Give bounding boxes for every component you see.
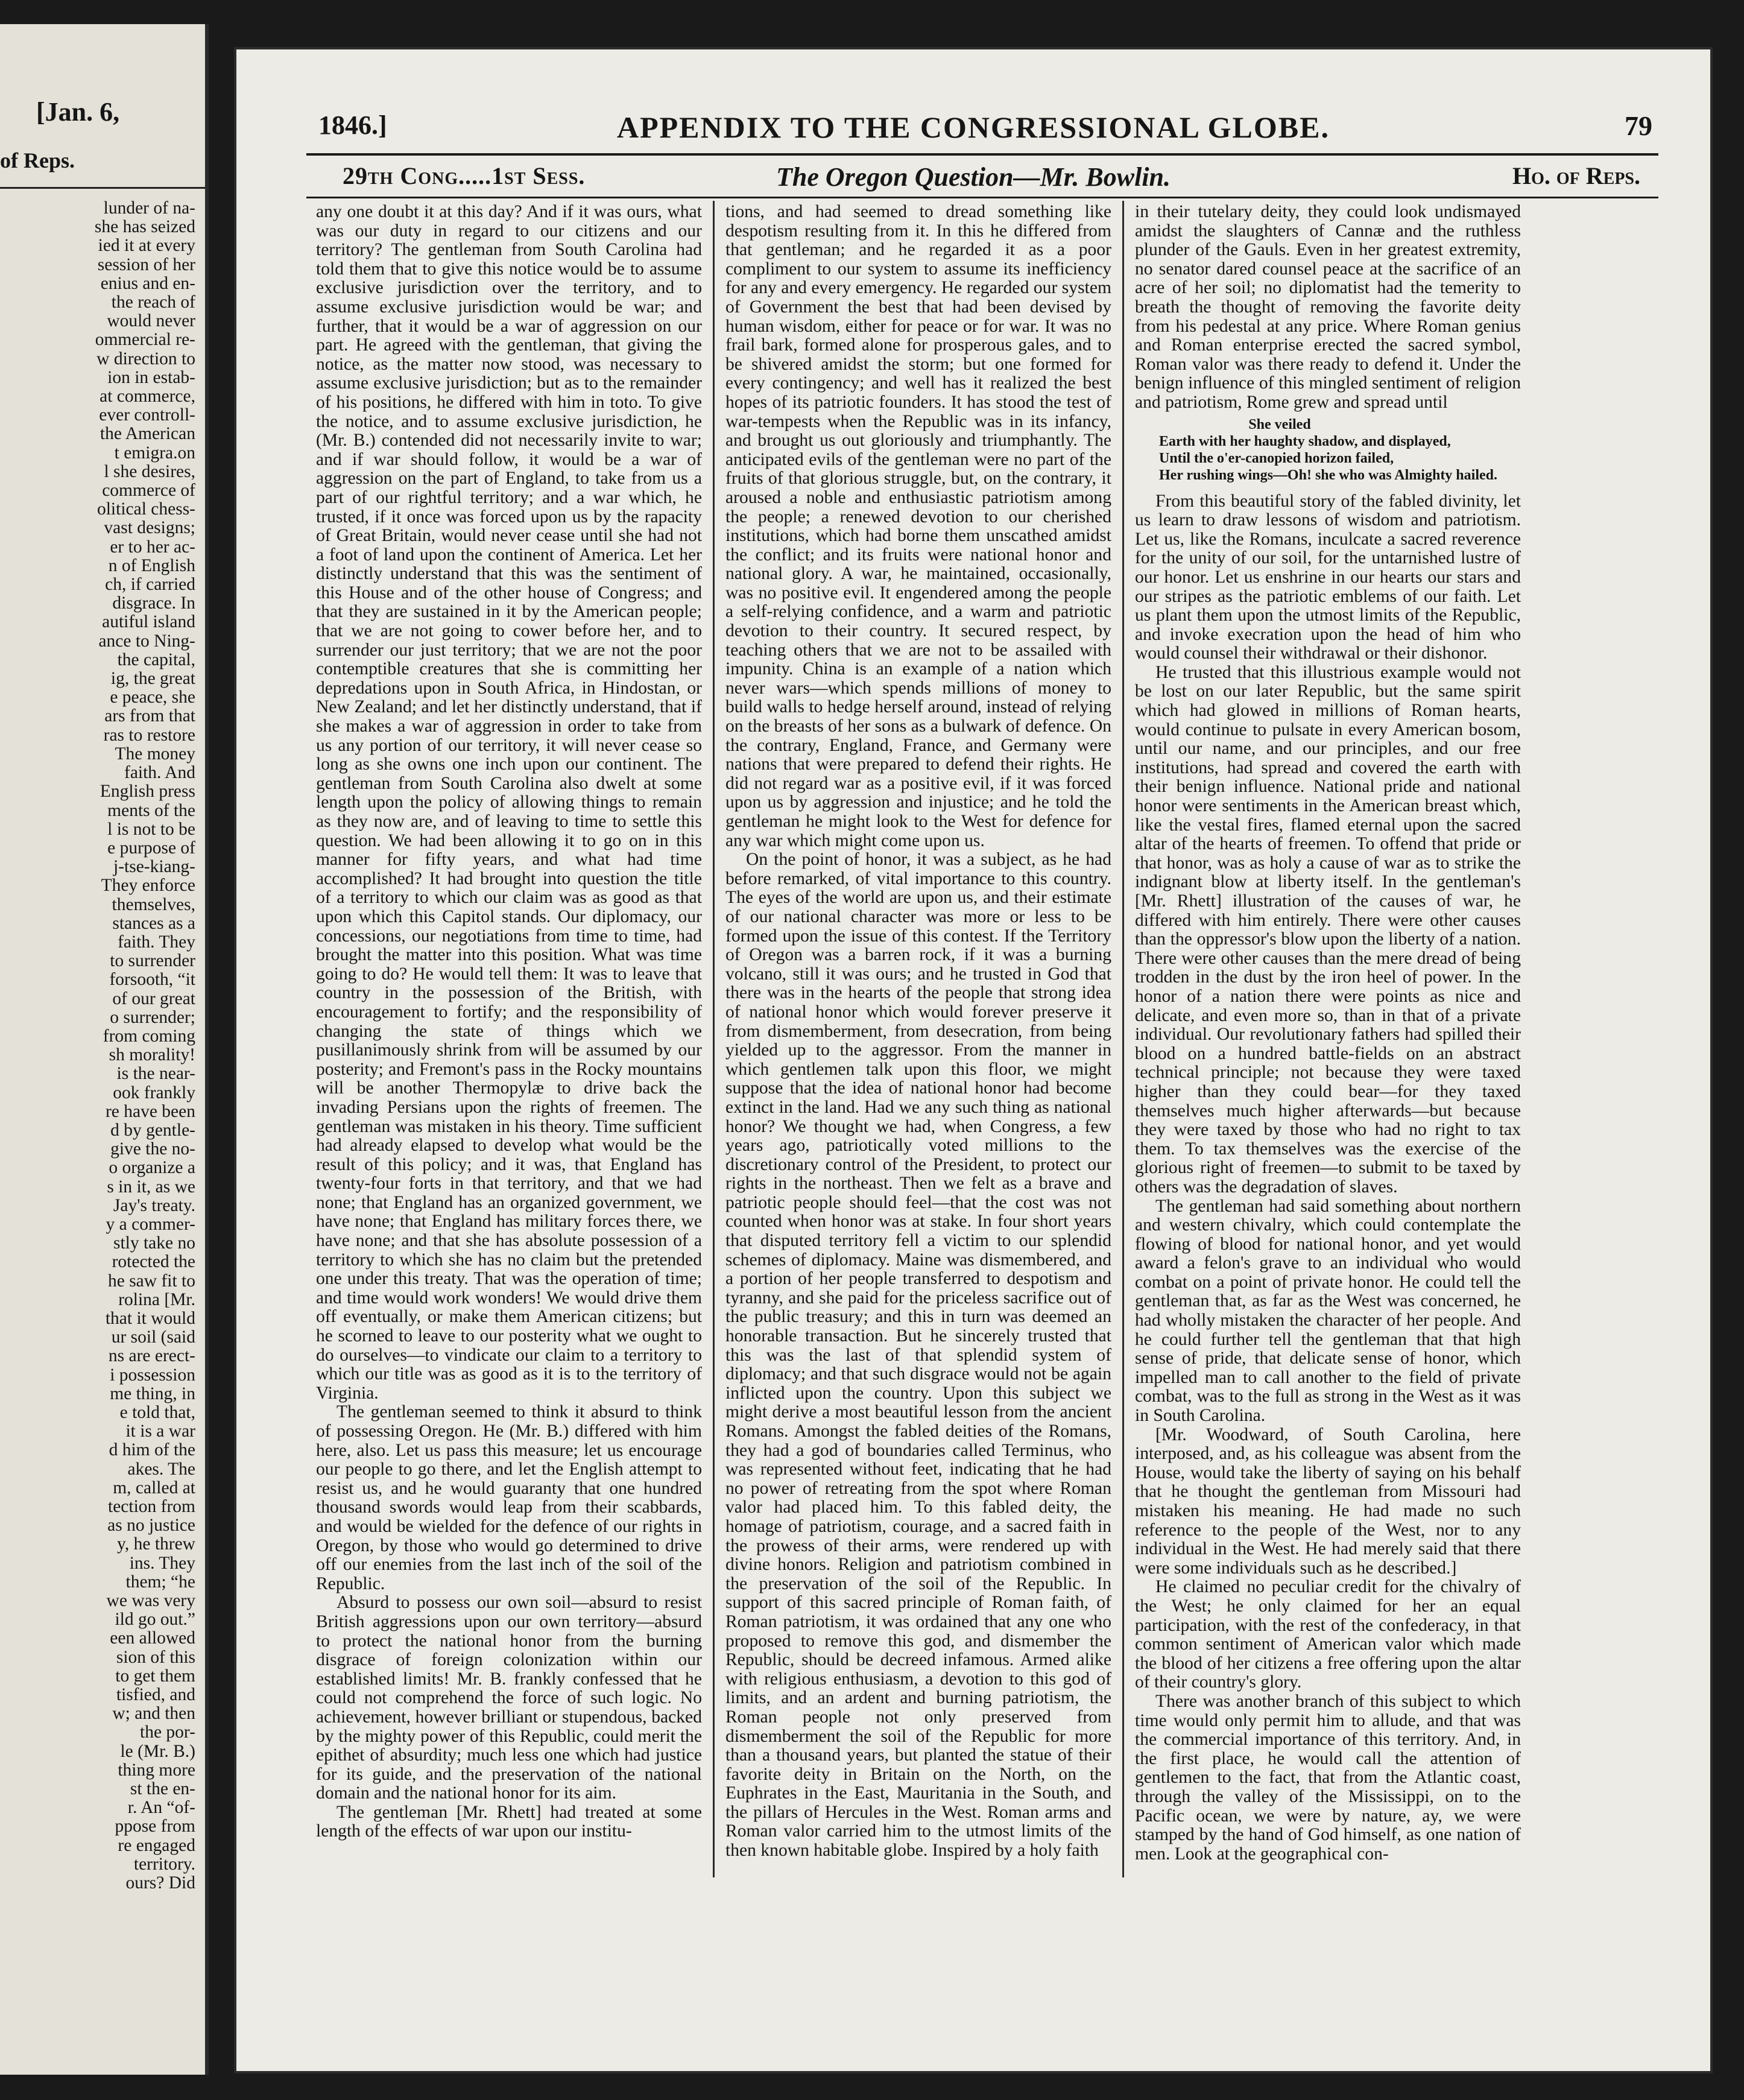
fragment-line: ur soil (said — [111, 1327, 195, 1347]
col1-paragraph: Absurd to possess our own soil—absurd to resist British aggressions upon our own territory—absurd to protect the national honor from the burning disgrace of foreign colonization within our established limits! Mr. B. frankly confessed that he could not comprehend the force of such logic. No achievement, however brilliant or stupendous, backed by the mighty power of this Republic, could merit the epithet of absurdity; much less one which had justice for its guide, and the preservation of the national domain and the national honor for its aim. — [316, 1593, 702, 1803]
fragment-line: that it would — [105, 1308, 195, 1328]
fragment-line: commerce of — [102, 481, 195, 501]
fragment-line: rolina [Mr. — [118, 1289, 195, 1309]
fragment-line: ppose from — [115, 1817, 195, 1836]
fragment-line: stances as a — [112, 913, 195, 933]
fragment-line: them; “he — [125, 1572, 195, 1592]
fragment-line: re engaged — [118, 1835, 195, 1855]
fragment-line: e peace, she — [110, 688, 195, 707]
fragment-line: would never — [107, 311, 195, 331]
fragment-line: ever controll- — [99, 405, 195, 425]
page-number: 79 — [1625, 110, 1652, 141]
fragment-line: o surrender; — [110, 1007, 195, 1027]
poem-heading: She veiled — [1248, 416, 1311, 432]
fragment-line: it is a war — [125, 1422, 195, 1441]
fragment-line: the capital, — [117, 650, 195, 669]
fragment-line: disgrace. In — [112, 593, 195, 613]
house-label: Ho. of Reps. — [1512, 162, 1640, 189]
column-3 — [1135, 203, 1521, 1864]
fragment-line: thing more — [118, 1760, 195, 1780]
fragment-line: ns are erect- — [108, 1346, 195, 1366]
fragment-line: y a commer- — [106, 1214, 195, 1234]
fragment-line: ion in estab- — [107, 367, 195, 387]
fragment-line: The money — [115, 744, 195, 764]
fragment-line: enius and en- — [100, 273, 195, 293]
fragment-line: n of English — [108, 555, 195, 575]
fragment-line: e told that, — [119, 1403, 195, 1422]
fragment-line: ig, the great — [110, 669, 195, 689]
running-head-year: 1846.] — [318, 110, 387, 140]
poem-line: Until the o'er-canopied horizon failed, — [1159, 450, 1394, 466]
fragment-line: e purpose of — [107, 838, 195, 858]
fragment-line: faith. They — [118, 932, 195, 952]
fragment-line: olitical chess- — [96, 499, 195, 519]
newspaper-page — [234, 47, 1713, 2073]
previous-page-rule — [0, 187, 205, 189]
fragment-line: the reach of — [111, 293, 195, 312]
fragment-line: forsooth, “it — [109, 970, 195, 990]
poem-quotation — [1159, 416, 1521, 484]
fragment-line: autiful island — [102, 612, 195, 632]
fragment-line: sion of this — [116, 1647, 195, 1667]
fragment-line: sh morality! — [109, 1045, 195, 1065]
fragment-line: to get them — [115, 1666, 195, 1686]
col3-paragraph: [Mr. Woodward, of South Carolina, here interposed, and, as his colleague was absent from the House, would take the liberty of saying on his behalf that he thought the gentleman from Missouri had mistaken his meaning. He had made no such reference to the people of the West, nor to any individual in the West. He had merely said that there were some individuals such as he described.] — [1135, 1425, 1521, 1578]
header-rule-top — [306, 153, 1658, 156]
column-divider-2 — [1122, 201, 1124, 1877]
fragment-line: ook frankly — [113, 1083, 195, 1102]
fragment-line: faith. And — [124, 763, 195, 783]
fragment-line: ments of the — [107, 800, 195, 820]
fragment-line: give the no- — [110, 1139, 195, 1159]
col3-paragraph: There was another branch of this subject to which time would only permit him to allude, and that was the commercial importance of this territory. And, in the first place, he would call the attention of gentlemen to the fact, that from the Atlantic coast, through the valley of the Mississippi, on to the Pacific ocean, we were by nature, ay, we were stamped by the hand of God himself, as one nation of men. Look at the geographical con- — [1135, 1691, 1521, 1864]
fragment-line: is the near- — [116, 1064, 195, 1084]
fragment-line: ars from that — [104, 706, 195, 726]
fragment-line: me thing, in — [110, 1384, 195, 1403]
fragment-line: territory. — [133, 1854, 195, 1874]
section-head — [234, 162, 1713, 198]
poem-line: Earth with her haughty shadow, and displayed, — [1159, 433, 1451, 449]
previous-page-running-head: [Jan. 6, — [36, 97, 120, 127]
fragment-line: y, he threw — [117, 1534, 195, 1554]
fragment-line: stly take no — [113, 1233, 195, 1253]
running-head — [234, 110, 1713, 152]
fragment-line: he saw fit to — [107, 1271, 195, 1291]
fragment-line: the por- — [140, 1722, 195, 1742]
article-topic: The Oregon Question—Mr. Bowlin. — [776, 162, 1171, 192]
col3-paragraph: He trusted that this illustrious example would not be lost on our later Republic, but the same spirit which had glowed in millions of Roman hearts, would continue to pulsate in every American bosom, until our name, and our principles, and our free institutions, had spread and covered the earth with their benign influence. National pride and national honor were sentiments in the American breast which, like the vestal fires, flamed eternal upon the sacred altar of the hearts of freemen. To offend that pride or that honor, was as holy a cause of war as to strike the indignant blow at liberty itself. In the gentleman's [Mr. Rhett] illustration of the causes of war, he differed with him entirely. There were other causes than the oppressor's blow upon the liberty of a nation. There were other causes than the mere dread of being trodden in the dust by the iron heel of power. In the honor of a nation there were points as nice and delicate, and even more so, than in that of a private individual. Our revolutionary fathers had spilled their blood on a hundred battle-fields on an abstract technical principle; not because they were taxed higher than they could bear—for they taxed themselves much higher afterwards—but because they were taxed by those who had no right to tax them. To tax themselves was the exercise of the glorious right of freemen—to submit to be taxed by others was the degradation of slaves. — [1135, 662, 1521, 1197]
fragment-line: she has seized — [94, 217, 195, 237]
fragment-line: rotected the — [112, 1252, 195, 1272]
fragment-line: as no justice — [107, 1516, 195, 1535]
fragment-line: ras to restore — [103, 725, 195, 745]
fragment-line: from coming — [103, 1026, 195, 1046]
fragment-line: le (Mr. B.) — [120, 1741, 195, 1761]
fragment-line: een allowed — [110, 1628, 195, 1648]
col1-paragraph: The gentleman seemed to think it absurd to think of possessing Oregon. He (Mr. B.) differed with him here, also. Let us pass this measure; let us encourage our people to go there, and let the English attempt to resist us, and he would guaranty that one hundred thousand swords would leap from their scabbards, and would be wielded for the defence of our rights in Oregon, by those who would go determined to drive off our enemies from the last inch of the soil of the Republic. — [316, 1402, 702, 1593]
session-label: 29th Cong.....1st Sess. — [343, 162, 586, 189]
fragment-line: lunder of na- — [103, 198, 195, 218]
fragment-line: st the en- — [130, 1779, 195, 1799]
fragment-line: Jay's treaty. — [113, 1195, 195, 1215]
fragment-line: themselves, — [112, 894, 195, 914]
fragment-line: to surrender — [110, 951, 195, 971]
col3-paragraph: He claimed no peculiar credit for the chivalry of the West; he only claimed for her an equal participation, with the rest of the confederacy, in that common sentiment of American valor which made the blood of her citizens a free offering upon the altar of their country's glory. — [1135, 1577, 1521, 1692]
fragment-line: d him of the — [109, 1440, 195, 1460]
fragment-line: the American — [100, 424, 195, 444]
col3-paragraph: The gentleman had said something about northern and western chivalry, which could contemplate the flowing of blood for national honor, and yet would award a felon's grave to an individual who would combat on a point of private honor. He could tell the gentleman that, as far as the West was concerned, he had wholly mistaken the character of her people. And he could further tell the gentleman that that high sense of pride, that delicate sense of honor, which impelled man to call another to the field of private combat, was to the full as strong in the West as it was in South Carolina. — [1135, 1196, 1521, 1426]
fragment-line: at commerce, — [100, 387, 195, 406]
fragment-line: m, called at — [113, 1478, 195, 1498]
fragment-line: English press — [100, 782, 195, 802]
fragment-line: s in it, as we — [107, 1177, 195, 1197]
fragment-line: er to her ac- — [110, 537, 195, 557]
fragment-line: l is not to be — [107, 819, 195, 839]
fragment-line: w direction to — [96, 349, 195, 368]
fragment-line: ours? Did — [125, 1873, 195, 1893]
publication-title: APPENDIX TO THE CONGRESSIONAL GLOBE. — [616, 110, 1330, 144]
poem-line: Her rushing wings—Oh! she who was Almighty hailed. — [1159, 467, 1497, 483]
fragment-line: i possession — [110, 1365, 195, 1385]
fragment-line: o organize a — [109, 1158, 195, 1178]
fragment-line: j-tse-kiang- — [113, 857, 195, 877]
fragment-line: of our great — [112, 988, 195, 1008]
fragment-line: ins. They — [129, 1553, 195, 1573]
fragment-line: session of her — [97, 255, 195, 274]
col2-paragraph: tions, and had seemed to dread something like despotism resulting from it. In this he differed from that gentleman; and he regarded it as a poor compliment to our system to assume its inefficiency for any and every emergency. He regarded our system of Government the best that had been devised by human wisdom, either for peace or for war. It was no frail bark, formed alone for prosperous gales, and to be shivered amidst the storm; but one formed for every contingency; and well has it realized the best hopes of its patriotic founders. It has stood the test of war-tempests when the Republic was in its infancy, and brought us out gloriously and triumphantly. The anticipated evils of the gentleman were no part of the fruits of that glorious struggle, but, on the contrary, it aroused a noble and enthusiastic patriotism among the people; a renewed devotion to our cherished institutions, which had borne them unscathed amidst the conflict; and its fruits were national honor and national glory. A war, he maintained, occasionally, was no positive evil. It engendered among the people a self-relying confidence, and a warm and patriotic devotion to their country. It secured respect, by teaching others that we are not to be assailed with impunity. China is an example of a nation which never wars—which spends millions of money to build walls to hedge herself around, instead of relying on the breasts of her sons as a bulwark of defence. On the contrary, England, France, and Germany were nations that were prepared to defend their rights. He did not regard war as a positive evil, if it was forced upon us by aggression and injustice; and he told the gentleman he might look to the West for defence for any war which might come upon us. — [725, 202, 1111, 850]
column-2 — [725, 203, 1111, 1861]
previous-page-column-fragments — [2, 199, 195, 1893]
fragment-line: w; and then — [112, 1704, 195, 1724]
col3-paragraph: in their tutelary deity, they could look undismayed amidst the slaughters of Cannæ and the ruthless plunder of the Gauls. Even in her greatest extremity, no senator dared counsel peace at the sacrifice of an acre of her soil; no diplomatist had the temerity to breath the thought of removing the favorite deity from his pedestal at any price. Where Roman genius and Roman enterprise erected the sacred symbol, Roman valor was there ready to defend it. Under the benign influence of this mingled sentiment of religion and patriotism, Rome grew and spread until — [1135, 202, 1521, 412]
fragment-line: d by gentle- — [110, 1120, 195, 1140]
fragment-line: tection from — [108, 1497, 195, 1517]
fragment-line: t emigra.on — [114, 443, 195, 463]
col3-paragraph: From this beautiful story of the fabled divinity, let us learn to draw lessons of wisdom and patriotism. Let us, like the Romans, inculcate a sacred reverence for the unity of our soil, for the untarnished lustre of our honor. Let us enshrine in our hearts our stars and our stripes as the patriotic emblems of our faith. Let us plant them upon the utmost limits of the Republic, and invoke execration upon the head of him who would counsel their withdrawal or their dishonor. — [1135, 491, 1521, 663]
col2-paragraph: On the point of honor, it was a subject, as he had before remarked, of vital importance to this country. The eyes of the world are upon us, and their estimate of our national character was more or less to be formed upon the issue of this contest. If the Territory of Oregon was a barren rock, if it was a burning volcano, still it was ours; and he trusted in God that there was in the hearts of the people that strong idea of national honor which would forever preserve it from dismemberment, from desecration, from being yielded up to the aggressor. From the manner in which gentlemen talk upon this floor, we might suppose that the idea of national honor had become extinct in the land. Had we any such thing as national honor? We thought we had, when Congress, a few years ago, patriotically voted millions to the discretionary control of the President, to protect our rights in the northeast. Then we felt as a brave and patriotic people should feel—that the cost was not counted when honor was at stake. In four short years that disputed territory fell a victim to our splendid schemes of diplomacy. Maine was dismembered, and a portion of her people transferred to despotism and tyranny, and she paid for the priceless sacrifice out of the public treasury; and this in turn was deemed an honorable transaction. But he sincerely trusted that this was the last of that splendid system of diplomacy; and that such disgrace would not be again inflicted upon the country. Upon this subject we might derive a most beautiful lesson from the ancient Romans. Amongst the fabled deities of the Romans, they had a god of boundaries called Terminus, who was represented without feet, indicating that he had no power of retreating from the spot where Roman valor had placed him. To this fabled deity, the homage of patriotism, courage, and a sacred faith in the prowess of their arms, were rendered up with divine honors. Religion and patriotism combined in the preservation of the soil of the Republic. In support of this sacred principle of Roman faith, of Roman patriotism, it was ordained that any one who proposed to remove this god, and dismember the Republic, should be decreed infamous. Armed alike with religious enthusiasm, a devotion to this god of limits, and an ardent and burning patriotism, the Roman people not only preserved from dismemberment the soil of the Republic for more than a thousand years, but planted the statue of their favorite deity in Britain on the North, on the Euphrates in the East, Mauritania in the South, and the pillars of Hercules in the West. Roman arms and Roman valor carried him to the utmost limits of the then known habitable globe. Inspired by a holy faith — [725, 850, 1111, 1861]
fragment-line: They enforce — [101, 876, 195, 896]
fragment-line: akes. The — [127, 1459, 195, 1479]
fragment-line: tisfied, and — [116, 1685, 195, 1705]
column-divider-1 — [713, 201, 715, 1877]
previous-page-section-label: of Reps. — [0, 148, 75, 172]
fragment-line: vast designs; — [104, 518, 195, 538]
fragment-line: ance to Ning- — [98, 631, 195, 651]
col1-paragraph: any one doubt it at this day? And if it was ours, what was our duty in regard to our citizens and our territory? The gentleman from South Carolina had told them that to give this notice would be to assume exclusive jurisdiction over the territory, and to assume exclusive jurisdiction would be war; and further, that it would be a war of aggression on our part. He agreed with the gentleman, that giving the notice, as the matter now stood, was necessary to assume exclusive jurisdiction; but as to the remainder of his positions, he differed with him in toto. To give the notice, and to assume exclusive jurisdiction, he (Mr. B.) contended did not necessarily invite to war; and if war should follow, it would be a war of aggression on the part of England, to take from us a part of our rightful territory; and a war which, he trusted, if it once was forced upon us by the rapacity of Great Britain, would never cease until she had not a foot of land upon the continent of America. Let her distinctly understand that this was the sentiment of this House and of the other house of Congress; and that they are sustained in it by the American people; that we are not going to cower before her, and to surrender our just territory; that we are not the poor contemptible creatures that she is committing her depredations upon in South Africa, in Hindostan, or New Zealand; and let her distinctly understand, that if she makes a war of aggression in order to take from us any portion of our territory, it will never cease so long as she owns one inch upon our continent. The gentleman from South Carolina also dwelt at some length upon the policy of allowing things to remain as they now are, and of leaving to time to settle this question. We had been allowing it to go on in this manner for fifty years, and what had time accomplished? It had brought into question the title of a territory to which our claim was as good as that upon which this Capitol stands. Our diplomacy, our concessions, our negotiations from time to time, had brought the matter into this position. What was time going to do? He would tell them: It was to leave that country in the possession of the British, with encouragement to fortify; and the responsibility of changing the state of things which we pusillanimously shrink from will be assumed by our posterity; and Fremont's pass in the Rocky mountains will be another Thermopylæ to drive back the invading Persians upon the rights of freemen. The gentleman was mistaken in his theory. Time sufficient had already elapsed to develop what would be the result of this policy; and it was, that England has twenty-four forts in that territory, and that we had none; that England has an organized government, we have none; that England has military forces there, we have none; and that she has absolute possession of a territory to which she has no claim but the pretended one under this treaty. That was the operation of time; and time would work wonders! We would drive them off eventually, or make them American citizens; but he scorned to leave to our posterity what we ought to do ourselves—to vindicate our claim to a territory to which our title was as good as it is to the territory of Virginia. — [316, 202, 702, 1403]
fragment-line: ommercial re- — [95, 330, 195, 350]
fragment-line: re have been — [105, 1101, 195, 1121]
fragment-line: we was very — [106, 1591, 195, 1611]
fragment-line: ch, if carried — [105, 575, 195, 595]
column-1 — [316, 203, 702, 1841]
header-rule-bottom — [306, 197, 1658, 198]
previous-page-sliver — [0, 24, 209, 2075]
fragment-line: ied it at every — [98, 236, 195, 256]
fragment-line: r. An “of- — [127, 1798, 195, 1818]
col1-paragraph: The gentleman [Mr. Rhett] had treated at some length of the effects of war upon our institu- — [316, 1802, 702, 1841]
fragment-line: l she desires, — [104, 461, 195, 481]
fragment-line: ild go out.” — [115, 1610, 195, 1630]
